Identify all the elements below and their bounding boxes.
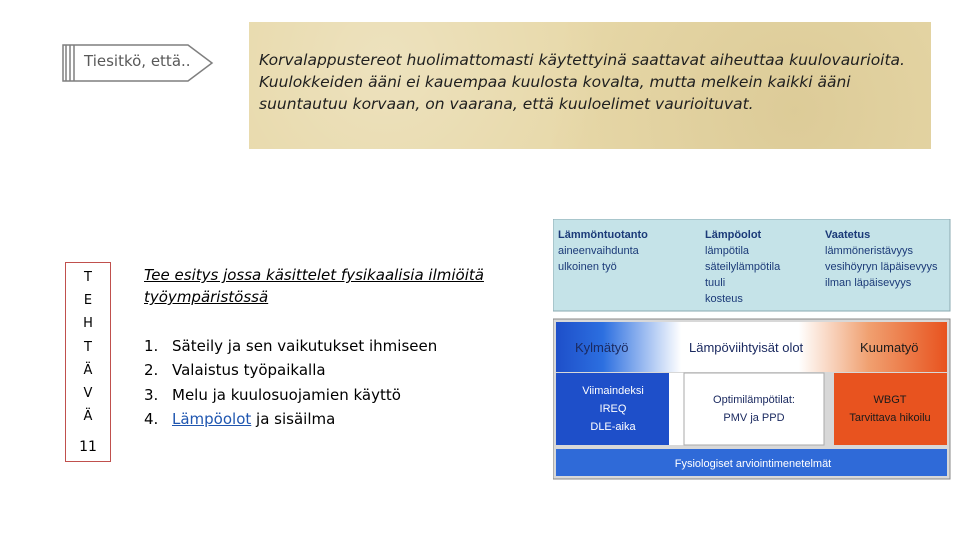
- svg-text:DLE-aika: DLE-aika: [590, 421, 636, 433]
- letter: Ä: [83, 409, 93, 425]
- svg-text:IREQ: IREQ: [599, 403, 627, 415]
- svg-text:vesihöyryn läpäisevyys: vesihöyryn läpäisevyys: [825, 261, 938, 273]
- svg-text:kosteus: kosteus: [705, 293, 743, 305]
- col-title-clothing: Vaatetus: [825, 229, 871, 241]
- list-item: 3. Melu ja kuulosuojamien käyttö: [144, 385, 401, 404]
- list-item: 2. Valaistus työpaikalla: [144, 361, 326, 380]
- task-section: [144, 264, 524, 432]
- letter: T: [84, 339, 92, 355]
- thermal-environment-diagram: [553, 219, 951, 481]
- arrow-label: Tiesitkö, että..: [84, 52, 191, 70]
- svg-text:PMV ja PPD: PMV ja PPD: [723, 412, 785, 424]
- svg-text:aineenvaihdunta: aineenvaihdunta: [558, 245, 639, 257]
- task-label-box: [65, 262, 111, 462]
- svg-text:WBGT: WBGT: [873, 394, 907, 406]
- svg-text:lämpötila: lämpötila: [705, 245, 750, 257]
- svg-text:ulkoinen työ: ulkoinen työ: [558, 261, 617, 273]
- hot-methods-box: [834, 373, 947, 445]
- svg-text:lämmöneristävyys: lämmöneristävyys: [825, 245, 914, 257]
- info-note-text: Korvalappustereot huolimattomasti käytettyinä saattavat aiheuttaa kuulovaurioita. Kuulokkeiden ääni ei kauempaa kuulosta kovalta, mutta melkein kaikki ääni suuntautuu korvaan, on vaarana, että kuuloelimet vaurioituvat.: [259, 51, 905, 113]
- svg-text:säteilylämpötila: säteilylämpötila: [705, 261, 781, 273]
- vertical-word: [66, 266, 110, 428]
- info-note: [249, 22, 931, 149]
- letter: H: [83, 316, 93, 332]
- col-title-heat-production: Lämmöntuotanto: [558, 229, 648, 241]
- svg-text:Optimilämpötilat:: Optimilämpötilat:: [713, 394, 795, 406]
- list-item: 1. Säteily ja sen vaikutukset ihmiseen: [144, 337, 438, 355]
- zone-cold-label: Kylmätyö: [575, 340, 629, 355]
- zone-comfort-label: Lämpöviihtyisät olot: [689, 340, 804, 355]
- comfort-methods-box: [684, 373, 824, 445]
- svg-text:ilman läpäisevyys: ilman läpäisevyys: [825, 277, 912, 289]
- svg-text:Tarvittava hikoilu: Tarvittava hikoilu: [849, 412, 931, 424]
- lampoolot-link[interactable]: Lämpöolot: [172, 410, 252, 429]
- letter: V: [83, 386, 93, 402]
- task-list: [144, 334, 524, 432]
- task-heading: Tee esitys jossa käsittelet fysikaalisia ilmiöitä työympäristössä: [144, 266, 484, 306]
- footer-label: Fysiologiset arviointimenetelmät: [674, 458, 832, 470]
- zone-hot-label: Kuumatyö: [860, 340, 919, 355]
- letter: Ä: [83, 362, 93, 378]
- svg-text:tuuli: tuuli: [705, 277, 726, 289]
- letter: T: [84, 270, 92, 285]
- letter: E: [83, 293, 93, 309]
- col-title-thermal-conditions: Lämpöolot: [705, 229, 762, 241]
- list-item: 4. Lämpöolot ja sisäilma: [144, 410, 336, 429]
- did-you-know-arrow: [62, 44, 214, 82]
- svg-text:Viimaindeksi: Viimaindeksi: [582, 385, 644, 397]
- page-number: 11: [79, 439, 97, 455]
